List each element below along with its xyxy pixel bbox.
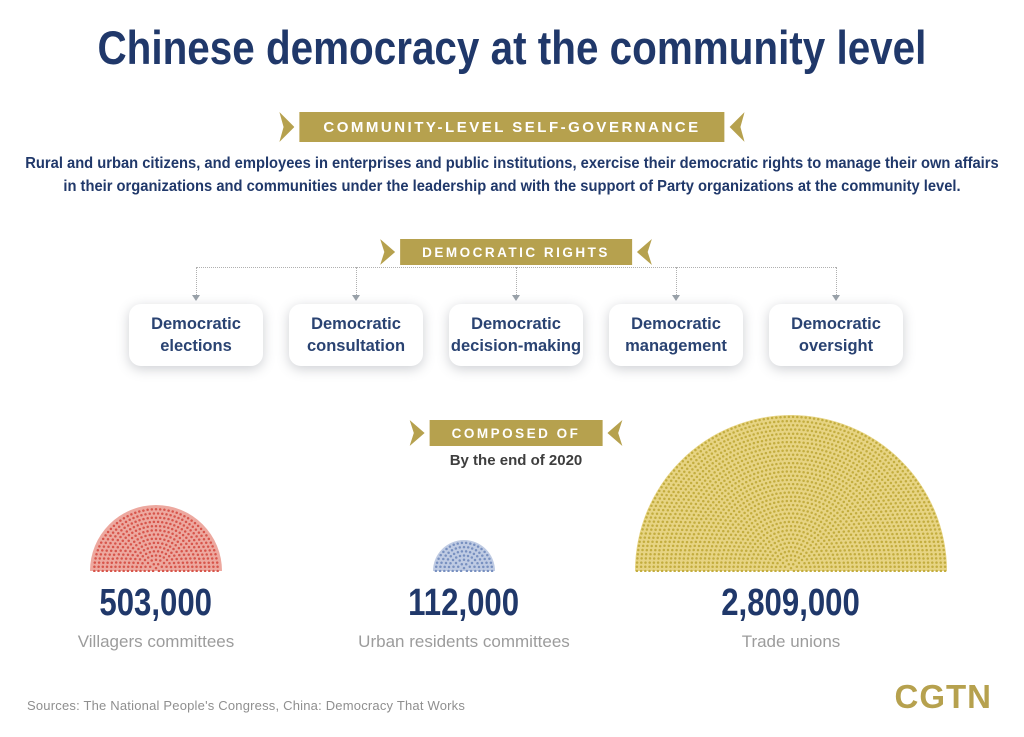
banner-democratic-rights [380, 239, 652, 265]
chart-trade-unions [631, 412, 951, 652]
connector-vertical-line [676, 267, 677, 295]
connector-vertical-line [836, 267, 837, 295]
intro-section [0, 153, 1024, 198]
banner-self-governance [279, 112, 744, 142]
page-title: Chinese democracy at the community level [97, 21, 927, 74]
card-democratic-elections: Democratic elections [129, 304, 263, 366]
arrow-down-icon [192, 295, 200, 301]
card-democratic-management: Democratic management [609, 304, 743, 366]
card-democratic-decision-making: Democratic decision-making [449, 304, 583, 366]
cgtn-logo: CGTN [894, 678, 992, 715]
ribbon-chevron-left-icon [279, 112, 294, 142]
connector-vertical-line [196, 267, 197, 295]
connector-vertical-line [516, 267, 517, 295]
ribbon-chevron-right-icon [730, 112, 745, 142]
chart-value: 112,000 [408, 582, 520, 624]
banner-self-governance-label: COMMUNITY-LEVEL SELF-GOVERNANCE [299, 112, 724, 142]
sources-note: Sources: The National People's Congress, China: Democracy That Works [27, 698, 466, 713]
ribbon-chevron-left-icon [380, 239, 395, 265]
arrow-down-icon [832, 295, 840, 301]
card-democratic-oversight: Democratic oversight [769, 304, 903, 366]
semicircle-villagers-committees [0, 412, 316, 572]
header [0, 20, 1024, 75]
arrow-down-icon [352, 295, 360, 301]
banner-democratic-rights-label: DEMOCRATIC RIGHTS [400, 239, 632, 265]
chart-label: Urban residents committees [358, 632, 570, 651]
chart-urban-residents-committees [304, 412, 624, 652]
chart-value: 503,000 [99, 582, 213, 624]
connector-vertical-line [356, 267, 357, 295]
chart-villagers-committees [0, 412, 316, 652]
chart-label: Trade unions [741, 632, 841, 651]
arrow-down-icon [672, 295, 680, 301]
chart-label: Villagers committees [77, 632, 235, 651]
banner-composed-of-label: COMPOSED OF [430, 420, 603, 446]
semicircle-urban-residents-committees [304, 412, 624, 572]
semicircle-trade-unions [631, 412, 951, 572]
composed-of-subtitle: By the end of 2020 [449, 452, 583, 469]
card-democratic-consultation: Democratic consultation [289, 304, 423, 366]
arrow-down-icon [512, 295, 520, 301]
intro-paragraph: Rural and urban citizens, and employees in enterprises and public institutions, exercise their democratic rights to manage their own affairs in their organizations and communities under the leadership and with the support of Party organizations at the community level. [25, 155, 999, 195]
ribbon-chevron-right-icon [637, 239, 652, 265]
chart-value: 2,809,000 [721, 582, 861, 624]
